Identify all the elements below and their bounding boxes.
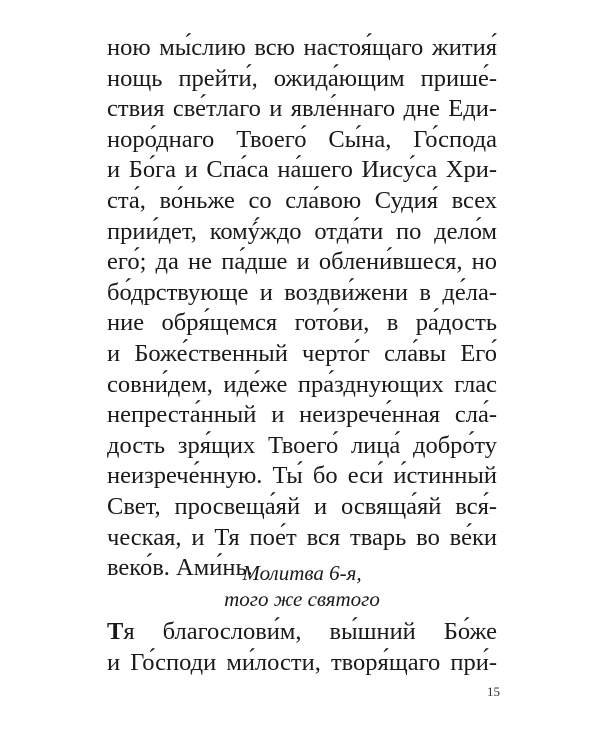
text-line-rest: я благослови́м, вы́шний Бо́же — [123, 618, 497, 645]
text-line: Свет, просвеща́яй и освяща́яй вся́- — [107, 492, 497, 520]
text-line: непреста́нный и неизрече́нная сла́- — [107, 401, 497, 429]
prayer-5-text — [107, 33, 497, 584]
prayer-6-subheading: того же святого — [224, 587, 380, 611]
text-line: ною мы́слию всю настоя́щаго жития́ — [107, 34, 497, 61]
text-line: совни́дем, иде́же пра́зднующих глас — [107, 370, 497, 398]
text-line: бо́дрствующе и воздви́жени в де́ла- — [107, 278, 497, 306]
text-line: и Боже́ственный черто́г сла́вы Его́ — [107, 339, 497, 367]
text-line: норо́днаго Твоего́ Сы́на, Го́спода — [107, 125, 497, 153]
text-line: прии́дет, комý́ждо отда́ти по дело́м — [107, 217, 497, 245]
text-line: дость зря́щих Твоего́ лица́ добро́ту — [107, 431, 497, 459]
text-line: нощь прейти́, ожида́ющим прише́- — [107, 64, 497, 92]
page-number: 15 — [487, 684, 500, 699]
text-line: ста́, во́ньже со сла́вою Судия́ всех — [107, 186, 497, 214]
text-line: ческая, и Тя пое́т вся тварь во ве́ки — [107, 523, 497, 551]
prayer-6-text — [107, 617, 497, 678]
text-line: и Го́споди ми́лости, творя́щаго при́- — [107, 648, 497, 676]
text-line: и Бо́га и Спа́са на́шего Иису́са Хри- — [107, 156, 497, 184]
text-line-last: веко́в. Ами́нь. — [107, 554, 253, 582]
drop-cap: Т — [107, 618, 124, 645]
text-line — [107, 617, 497, 648]
prayer-6-heading: Молитва 6-я, — [242, 561, 362, 585]
text-line: его́; да не па́дше и облени́вшеся, но — [107, 248, 497, 276]
text-line: ствия све́тлаго и явле́ннаго дне Еди- — [107, 95, 497, 123]
text-line: ние обря́щемся гото́ви, в ра́дость — [107, 309, 497, 337]
text-line: неизрече́нную. Ты́ бо еси́ и́стинный — [107, 462, 497, 490]
